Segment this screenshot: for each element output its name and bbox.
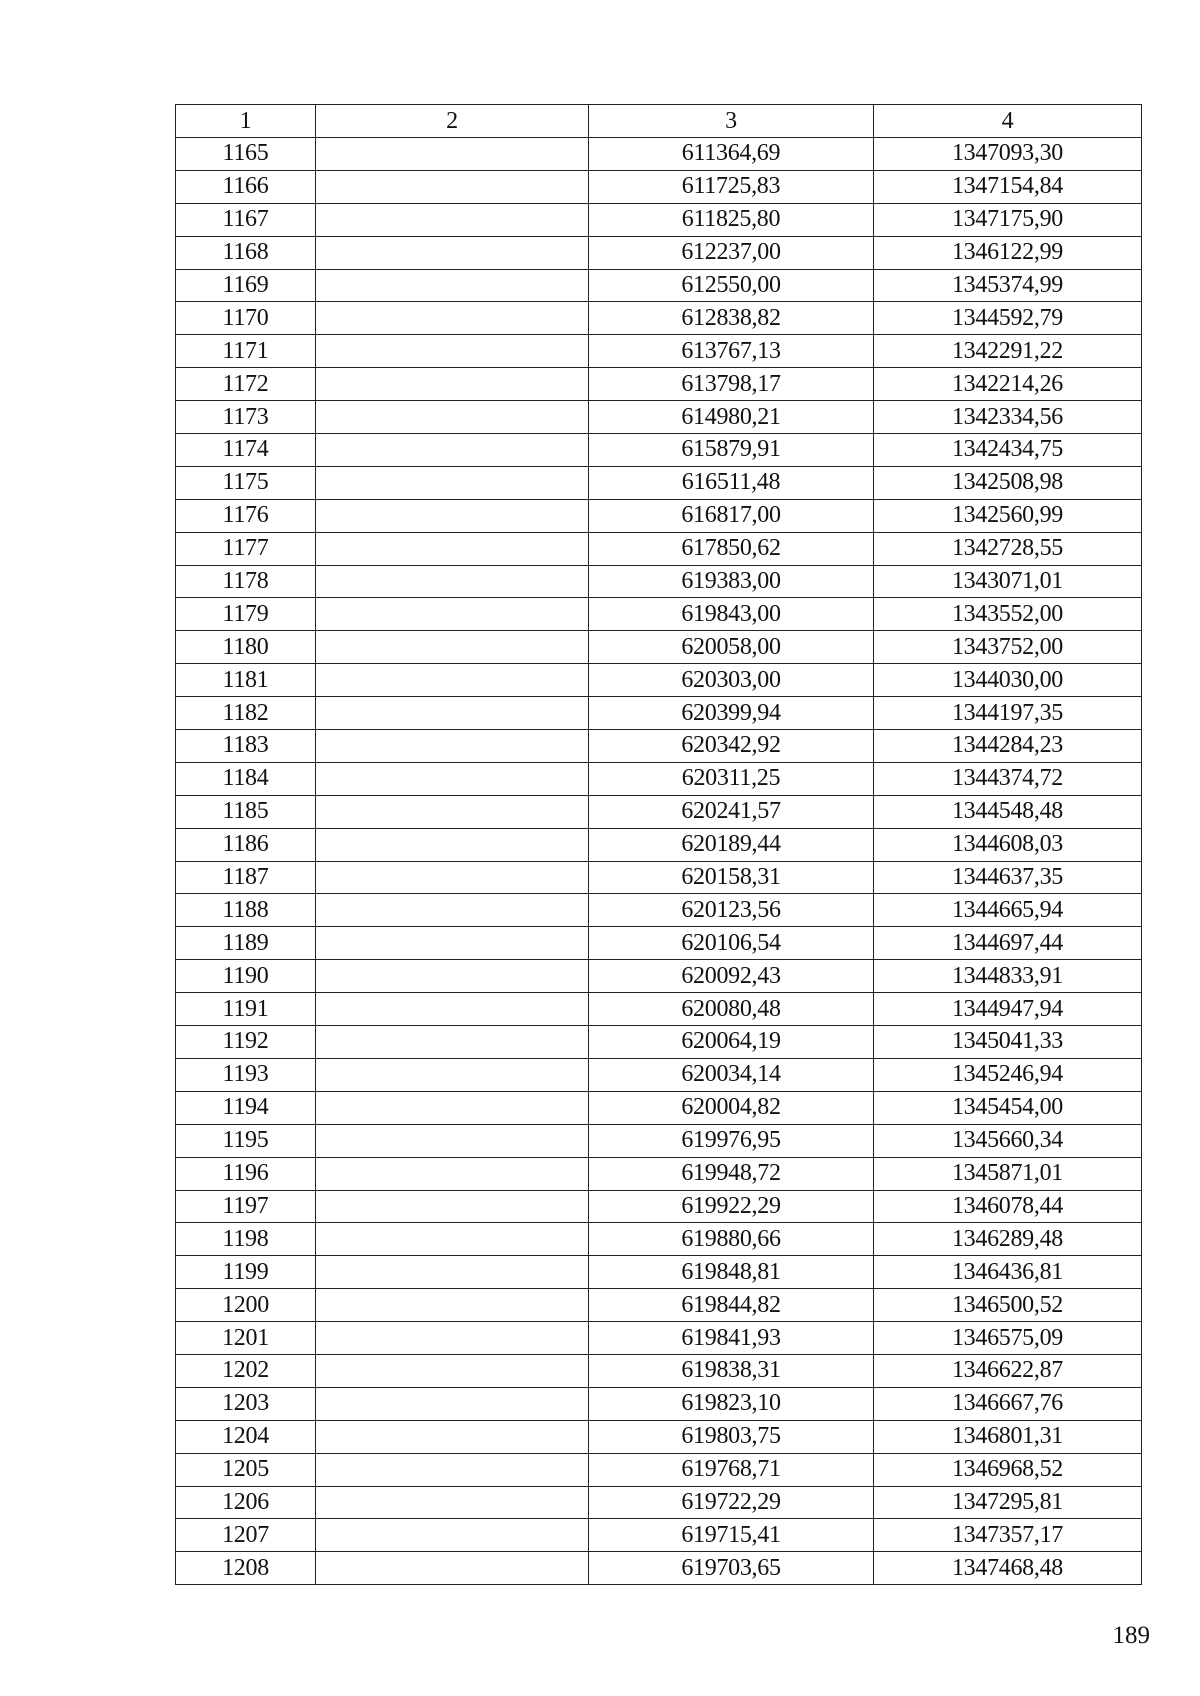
y-coordinate-cell: 1344284,23: [874, 730, 1142, 763]
point-number-cell: 1189: [176, 927, 316, 960]
column-2-cell: [316, 664, 589, 697]
point-number-cell: 1181: [176, 664, 316, 697]
column-2-cell: [316, 762, 589, 795]
x-coordinate-cell: 619843,00: [589, 598, 874, 631]
table-row: [176, 762, 1142, 795]
column-2-cell: [316, 269, 589, 302]
column-2-cell: [316, 1157, 589, 1190]
x-coordinate-cell: 613798,17: [589, 368, 874, 401]
x-coordinate-cell: 620034,14: [589, 1058, 874, 1091]
column-2-cell: [316, 598, 589, 631]
y-coordinate-cell: 1345374,99: [874, 269, 1142, 302]
column-2-cell: [316, 401, 589, 434]
x-coordinate-cell: 619383,00: [589, 565, 874, 598]
y-coordinate-cell: 1342728,55: [874, 532, 1142, 565]
column-2-cell: [316, 1354, 589, 1387]
x-coordinate-cell: 619976,95: [589, 1124, 874, 1157]
table-row: [176, 401, 1142, 434]
table-row: [176, 335, 1142, 368]
coordinates-table: [175, 104, 1142, 1585]
point-number-cell: 1165: [176, 138, 316, 171]
table-row: [176, 960, 1142, 993]
point-number-cell: 1183: [176, 730, 316, 763]
point-number-cell: 1180: [176, 631, 316, 664]
x-coordinate-cell: 620399,94: [589, 697, 874, 730]
y-coordinate-cell: 1343071,01: [874, 565, 1142, 598]
table-row: [176, 1354, 1142, 1387]
column-2-cell: [316, 1256, 589, 1289]
column-2-cell: [316, 1322, 589, 1355]
table-row: [176, 1026, 1142, 1059]
table-body: [176, 138, 1142, 1585]
table-row: [176, 565, 1142, 598]
table-row: [176, 269, 1142, 302]
x-coordinate-cell: 619922,29: [589, 1190, 874, 1223]
x-coordinate-cell: 619768,71: [589, 1453, 874, 1486]
y-coordinate-cell: 1344197,35: [874, 697, 1142, 730]
x-coordinate-cell: 620241,57: [589, 795, 874, 828]
x-coordinate-cell: 620311,25: [589, 762, 874, 795]
table-row: [176, 1322, 1142, 1355]
page-number: 189: [1112, 1622, 1150, 1649]
point-number-cell: 1169: [176, 269, 316, 302]
table-row: [176, 302, 1142, 335]
table-row: [176, 1223, 1142, 1256]
point-number-cell: 1187: [176, 861, 316, 894]
point-number-cell: 1170: [176, 302, 316, 335]
column-2-cell: [316, 730, 589, 763]
y-coordinate-cell: 1342291,22: [874, 335, 1142, 368]
point-number-cell: 1191: [176, 993, 316, 1026]
table-row: [176, 203, 1142, 236]
y-coordinate-cell: 1343552,00: [874, 598, 1142, 631]
header-cell-1: 1: [176, 105, 316, 138]
y-coordinate-cell: 1346622,87: [874, 1354, 1142, 1387]
x-coordinate-cell: 611725,83: [589, 170, 874, 203]
point-number-cell: 1188: [176, 894, 316, 927]
point-number-cell: 1203: [176, 1387, 316, 1420]
x-coordinate-cell: 611825,80: [589, 203, 874, 236]
y-coordinate-cell: 1344665,94: [874, 894, 1142, 927]
y-coordinate-cell: 1346575,09: [874, 1322, 1142, 1355]
x-coordinate-cell: 619823,10: [589, 1387, 874, 1420]
point-number-cell: 1167: [176, 203, 316, 236]
point-number-cell: 1205: [176, 1453, 316, 1486]
x-coordinate-cell: 619841,93: [589, 1322, 874, 1355]
table-row: [176, 1058, 1142, 1091]
y-coordinate-cell: 1344548,48: [874, 795, 1142, 828]
table-row: [176, 1124, 1142, 1157]
column-2-cell: [316, 993, 589, 1026]
column-2-cell: [316, 138, 589, 171]
y-coordinate-cell: 1346122,99: [874, 236, 1142, 269]
column-2-cell: [316, 795, 589, 828]
table-row: [176, 170, 1142, 203]
x-coordinate-cell: 620189,44: [589, 828, 874, 861]
y-coordinate-cell: 1342434,75: [874, 434, 1142, 467]
y-coordinate-cell: 1346968,52: [874, 1453, 1142, 1486]
column-2-cell: [316, 302, 589, 335]
column-2-cell: [316, 203, 589, 236]
y-coordinate-cell: 1347175,90: [874, 203, 1142, 236]
column-2-cell: [316, 335, 589, 368]
x-coordinate-cell: 620158,31: [589, 861, 874, 894]
column-2-cell: [316, 1190, 589, 1223]
point-number-cell: 1196: [176, 1157, 316, 1190]
y-coordinate-cell: 1345246,94: [874, 1058, 1142, 1091]
table-row: [176, 466, 1142, 499]
table-row: [176, 1091, 1142, 1124]
point-number-cell: 1182: [176, 697, 316, 730]
point-number-cell: 1171: [176, 335, 316, 368]
column-2-cell: [316, 927, 589, 960]
table-row: [176, 138, 1142, 171]
y-coordinate-cell: 1346667,76: [874, 1387, 1142, 1420]
point-number-cell: 1175: [176, 466, 316, 499]
x-coordinate-cell: 620004,82: [589, 1091, 874, 1124]
y-coordinate-cell: 1344608,03: [874, 828, 1142, 861]
table-row: [176, 993, 1142, 1026]
point-number-cell: 1200: [176, 1289, 316, 1322]
x-coordinate-cell: 619703,65: [589, 1552, 874, 1585]
column-2-cell: [316, 1519, 589, 1552]
column-2-cell: [316, 1026, 589, 1059]
column-2-cell: [316, 697, 589, 730]
column-2-cell: [316, 532, 589, 565]
header-cell-2: 2: [316, 105, 589, 138]
table-row: [176, 368, 1142, 401]
x-coordinate-cell: 620064,19: [589, 1026, 874, 1059]
x-coordinate-cell: 620106,54: [589, 927, 874, 960]
y-coordinate-cell: 1345041,33: [874, 1026, 1142, 1059]
column-2-cell: [316, 434, 589, 467]
table-row: [176, 828, 1142, 861]
column-2-cell: [316, 1486, 589, 1519]
table-row: [176, 1486, 1142, 1519]
x-coordinate-cell: 616511,48: [589, 466, 874, 499]
column-2-cell: [316, 1552, 589, 1585]
y-coordinate-cell: 1344592,79: [874, 302, 1142, 335]
point-number-cell: 1179: [176, 598, 316, 631]
point-number-cell: 1197: [176, 1190, 316, 1223]
point-number-cell: 1201: [176, 1322, 316, 1355]
point-number-cell: 1208: [176, 1552, 316, 1585]
x-coordinate-cell: 620058,00: [589, 631, 874, 664]
point-number-cell: 1198: [176, 1223, 316, 1256]
point-number-cell: 1174: [176, 434, 316, 467]
y-coordinate-cell: 1346801,31: [874, 1420, 1142, 1453]
x-coordinate-cell: 619848,81: [589, 1256, 874, 1289]
y-coordinate-cell: 1344697,44: [874, 927, 1142, 960]
column-2-cell: [316, 1387, 589, 1420]
table-row: [176, 1256, 1142, 1289]
column-2-cell: [316, 1420, 589, 1453]
y-coordinate-cell: 1345454,00: [874, 1091, 1142, 1124]
table-row: [176, 894, 1142, 927]
y-coordinate-cell: 1344833,91: [874, 960, 1142, 993]
y-coordinate-cell: 1344030,00: [874, 664, 1142, 697]
table-row: [176, 1519, 1142, 1552]
column-2-cell: [316, 1124, 589, 1157]
point-number-cell: 1186: [176, 828, 316, 861]
table-row: [176, 1190, 1142, 1223]
column-2-cell: [316, 368, 589, 401]
point-number-cell: 1192: [176, 1026, 316, 1059]
x-coordinate-cell: 615879,91: [589, 434, 874, 467]
table-row: [176, 1420, 1142, 1453]
x-coordinate-cell: 613767,13: [589, 335, 874, 368]
column-2-cell: [316, 861, 589, 894]
x-coordinate-cell: 620342,92: [589, 730, 874, 763]
x-coordinate-cell: 619715,41: [589, 1519, 874, 1552]
header-cell-4: 4: [874, 105, 1142, 138]
x-coordinate-cell: 614980,21: [589, 401, 874, 434]
y-coordinate-cell: 1347468,48: [874, 1552, 1142, 1585]
table-row: [176, 1453, 1142, 1486]
column-2-cell: [316, 499, 589, 532]
column-2-cell: [316, 565, 589, 598]
table-row: [176, 499, 1142, 532]
point-number-cell: 1194: [176, 1091, 316, 1124]
y-coordinate-cell: 1342560,99: [874, 499, 1142, 532]
column-2-cell: [316, 1453, 589, 1486]
x-coordinate-cell: 620123,56: [589, 894, 874, 927]
column-2-cell: [316, 894, 589, 927]
table-row: [176, 434, 1142, 467]
point-number-cell: 1184: [176, 762, 316, 795]
table-row: [176, 236, 1142, 269]
point-number-cell: 1166: [176, 170, 316, 203]
x-coordinate-cell: 619948,72: [589, 1157, 874, 1190]
y-coordinate-cell: 1347154,84: [874, 170, 1142, 203]
point-number-cell: 1168: [176, 236, 316, 269]
x-coordinate-cell: 619844,82: [589, 1289, 874, 1322]
table-row: [176, 631, 1142, 664]
y-coordinate-cell: 1346436,81: [874, 1256, 1142, 1289]
y-coordinate-cell: 1344374,72: [874, 762, 1142, 795]
table-row: [176, 598, 1142, 631]
header-row: [176, 105, 1142, 138]
column-2-cell: [316, 828, 589, 861]
point-number-cell: 1176: [176, 499, 316, 532]
y-coordinate-cell: 1347093,30: [874, 138, 1142, 171]
point-number-cell: 1172: [176, 368, 316, 401]
y-coordinate-cell: 1344637,35: [874, 861, 1142, 894]
x-coordinate-cell: 619722,29: [589, 1486, 874, 1519]
table-row: [176, 1387, 1142, 1420]
y-coordinate-cell: 1345660,34: [874, 1124, 1142, 1157]
x-coordinate-cell: 611364,69: [589, 138, 874, 171]
y-coordinate-cell: 1344947,94: [874, 993, 1142, 1026]
table-header: [176, 105, 1142, 138]
table-row: [176, 1289, 1142, 1322]
x-coordinate-cell: 620303,00: [589, 664, 874, 697]
column-2-cell: [316, 1289, 589, 1322]
column-2-cell: [316, 1223, 589, 1256]
y-coordinate-cell: 1347357,17: [874, 1519, 1142, 1552]
table-row: [176, 532, 1142, 565]
column-2-cell: [316, 960, 589, 993]
x-coordinate-cell: 617850,62: [589, 532, 874, 565]
y-coordinate-cell: 1343752,00: [874, 631, 1142, 664]
y-coordinate-cell: 1346078,44: [874, 1190, 1142, 1223]
table-row: [176, 1157, 1142, 1190]
point-number-cell: 1195: [176, 1124, 316, 1157]
x-coordinate-cell: 620092,43: [589, 960, 874, 993]
point-number-cell: 1177: [176, 532, 316, 565]
x-coordinate-cell: 616817,00: [589, 499, 874, 532]
table-row: [176, 861, 1142, 894]
column-2-cell: [316, 466, 589, 499]
point-number-cell: 1193: [176, 1058, 316, 1091]
x-coordinate-cell: 612237,00: [589, 236, 874, 269]
table-row: [176, 664, 1142, 697]
point-number-cell: 1173: [176, 401, 316, 434]
column-2-cell: [316, 1091, 589, 1124]
x-coordinate-cell: 612550,00: [589, 269, 874, 302]
y-coordinate-cell: 1342334,56: [874, 401, 1142, 434]
y-coordinate-cell: 1342508,98: [874, 466, 1142, 499]
table-row: [176, 927, 1142, 960]
x-coordinate-cell: 619803,75: [589, 1420, 874, 1453]
y-coordinate-cell: 1342214,26: [874, 368, 1142, 401]
x-coordinate-cell: 612838,82: [589, 302, 874, 335]
x-coordinate-cell: 619838,31: [589, 1354, 874, 1387]
column-2-cell: [316, 1058, 589, 1091]
point-number-cell: 1190: [176, 960, 316, 993]
column-2-cell: [316, 631, 589, 664]
table-row: [176, 730, 1142, 763]
table-row: [176, 697, 1142, 730]
table-row: [176, 1552, 1142, 1585]
x-coordinate-cell: 619880,66: [589, 1223, 874, 1256]
column-2-cell: [316, 170, 589, 203]
y-coordinate-cell: 1346289,48: [874, 1223, 1142, 1256]
table-row: [176, 795, 1142, 828]
column-2-cell: [316, 236, 589, 269]
point-number-cell: 1207: [176, 1519, 316, 1552]
point-number-cell: 1202: [176, 1354, 316, 1387]
point-number-cell: 1199: [176, 1256, 316, 1289]
y-coordinate-cell: 1345871,01: [874, 1157, 1142, 1190]
y-coordinate-cell: 1347295,81: [874, 1486, 1142, 1519]
y-coordinate-cell: 1346500,52: [874, 1289, 1142, 1322]
point-number-cell: 1204: [176, 1420, 316, 1453]
point-number-cell: 1185: [176, 795, 316, 828]
header-cell-3: 3: [589, 105, 874, 138]
x-coordinate-cell: 620080,48: [589, 993, 874, 1026]
point-number-cell: 1206: [176, 1486, 316, 1519]
point-number-cell: 1178: [176, 565, 316, 598]
